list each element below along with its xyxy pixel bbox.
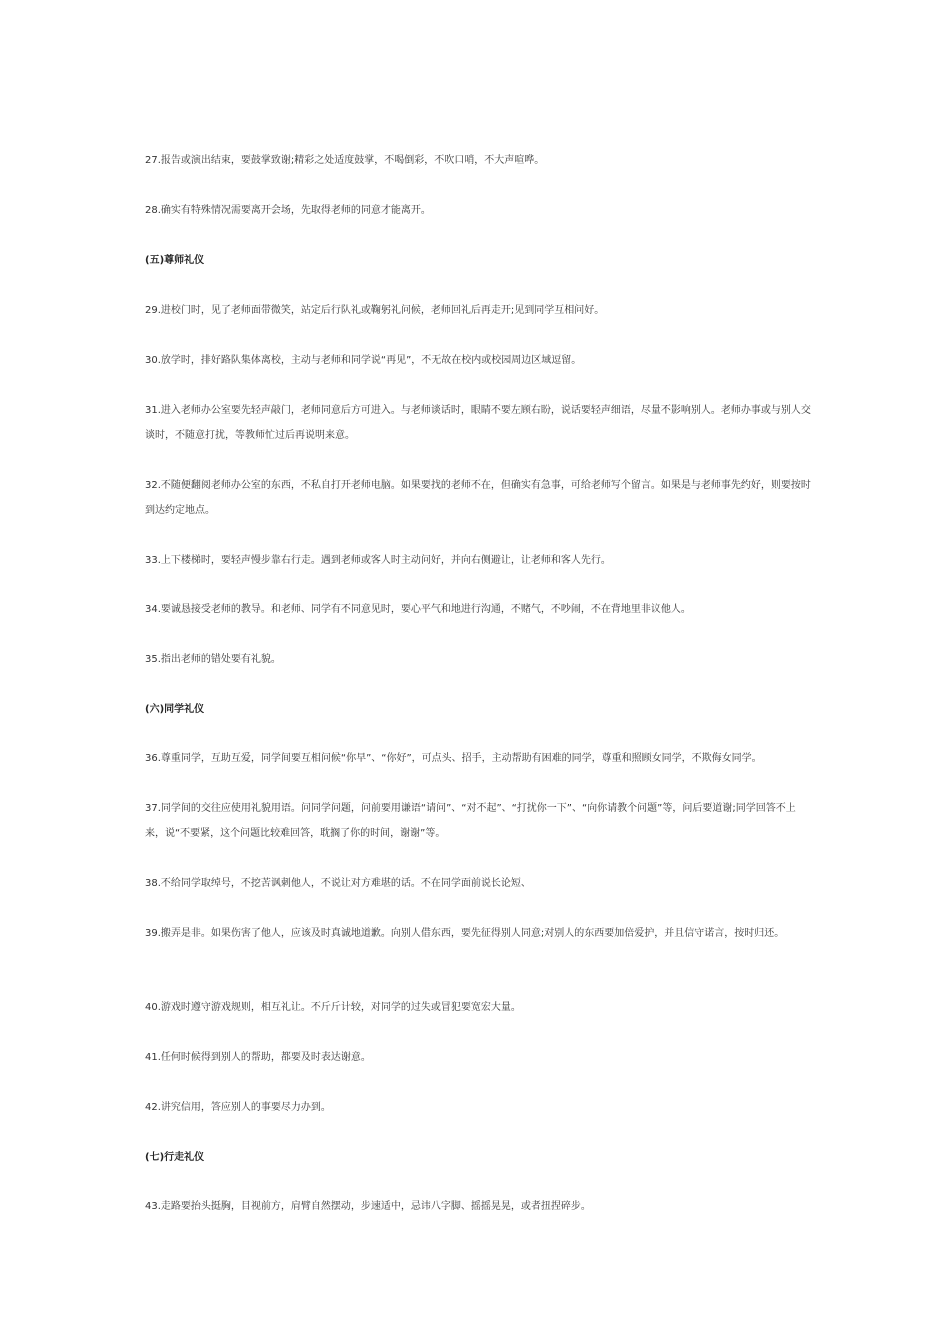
section-heading-classmates: (六)同学礼仪 — [145, 704, 205, 715]
paragraph-30: 30.放学时，排好路队集体离校，主动与老师和同学说“再见”，不无故在校内或校园周边区域逗留。 — [145, 355, 582, 366]
paragraph-28: 28.确实有特殊情况需要离开会场，先取得老师的同意才能离开。 — [145, 205, 431, 216]
paragraph-41: 41.任何时候得到别人的帮助，都要及时表达谢意。 — [145, 1052, 371, 1063]
paragraph-34: 34.要诚恳接受老师的教导。和老师、同学有不同意见时，要心平气和地进行沟通，不赌气，不吵闹，不在背地里非议他人。 — [145, 604, 691, 615]
paragraph-39: 39.搬弄是非。如果伤害了他人，应该及时真诚地道歉。向别人借东西，要先征得别人同意;对别人的东西要加倍爱护，并且信守诺言，按时归还。 — [145, 928, 785, 939]
paragraph-38: 38.不给同学取绰号，不挖苦讽刺他人，不说让对方难堪的话。不在同学面前说长论短、 — [145, 878, 531, 889]
paragraph-35: 35.指出老师的错处要有礼貌。 — [145, 654, 281, 665]
paragraph-43: 43.走路要抬头挺胸，目视前方，肩臂自然摆动，步速适中，忌讳八字脚、摇摇晃晃，或者扭捏碎步。 — [145, 1201, 591, 1212]
paragraph-33: 33.上下楼梯时，要轻声慢步靠右行走。遇到老师或客人时主动问好，并向右侧避让，让老师和客人先行。 — [145, 555, 611, 566]
paragraph-37: 37.同学间的交往应使用礼貌用语。问同学问题，问前要用谦语“请问”、“对不起”、“打扰你一下”、“向你请教个问题”等，问后要道谢;同学回答不上来，说“不要紧，这个问题比较难回答，耽搁了你的时间，谢谢”等。 — [145, 803, 796, 839]
paragraph-29: 29.进校门时，见了老师面带微笑，站定后行队礼或鞠躬礼问候，老师回礼后再走开;见到同学互相问好。 — [145, 305, 605, 316]
paragraph-32: 32.不随便翻阅老师办公室的东西，不私自打开老师电脑。如果要找的老师不在，但确实有急事，可给老师写个留言。如果是与老师事先约好，则要按时到达约定地点。 — [145, 480, 811, 516]
section-heading-walking: (七)行走礼仪 — [145, 1152, 205, 1163]
paragraph-40: 40.游戏时遵守游戏规则，相互礼让。不斤斤计较，对同学的过失或冒犯要宽宏大量。 — [145, 1002, 521, 1013]
paragraph-42: 42.讲究信用，答应别人的事要尽力办到。 — [145, 1102, 331, 1113]
paragraph-27: 27.报告或演出结束，要鼓掌致谢;精彩之处适度鼓掌，不喝倒彩，不吹口哨，不大声喧哗。 — [145, 155, 545, 166]
section-heading-respect-teachers: (五)尊师礼仪 — [145, 255, 205, 266]
paragraph-31: 31.进入老师办公室要先轻声敲门，老师同意后方可进入。与老师谈话时，眼睛不要左顾右盼，说话要轻声细语，尽量不影响别人。老师办事或与别人交谈时，不随意打扰，等教师忙过后再说明来意。 — [145, 405, 811, 441]
paragraph-36: 36.尊重同学，互助互爱，同学间要互相问候“你早”、“你好”，可点头、招手，主动帮助有困难的同学，尊重和照顾女同学，不欺侮女同学。 — [145, 753, 762, 764]
